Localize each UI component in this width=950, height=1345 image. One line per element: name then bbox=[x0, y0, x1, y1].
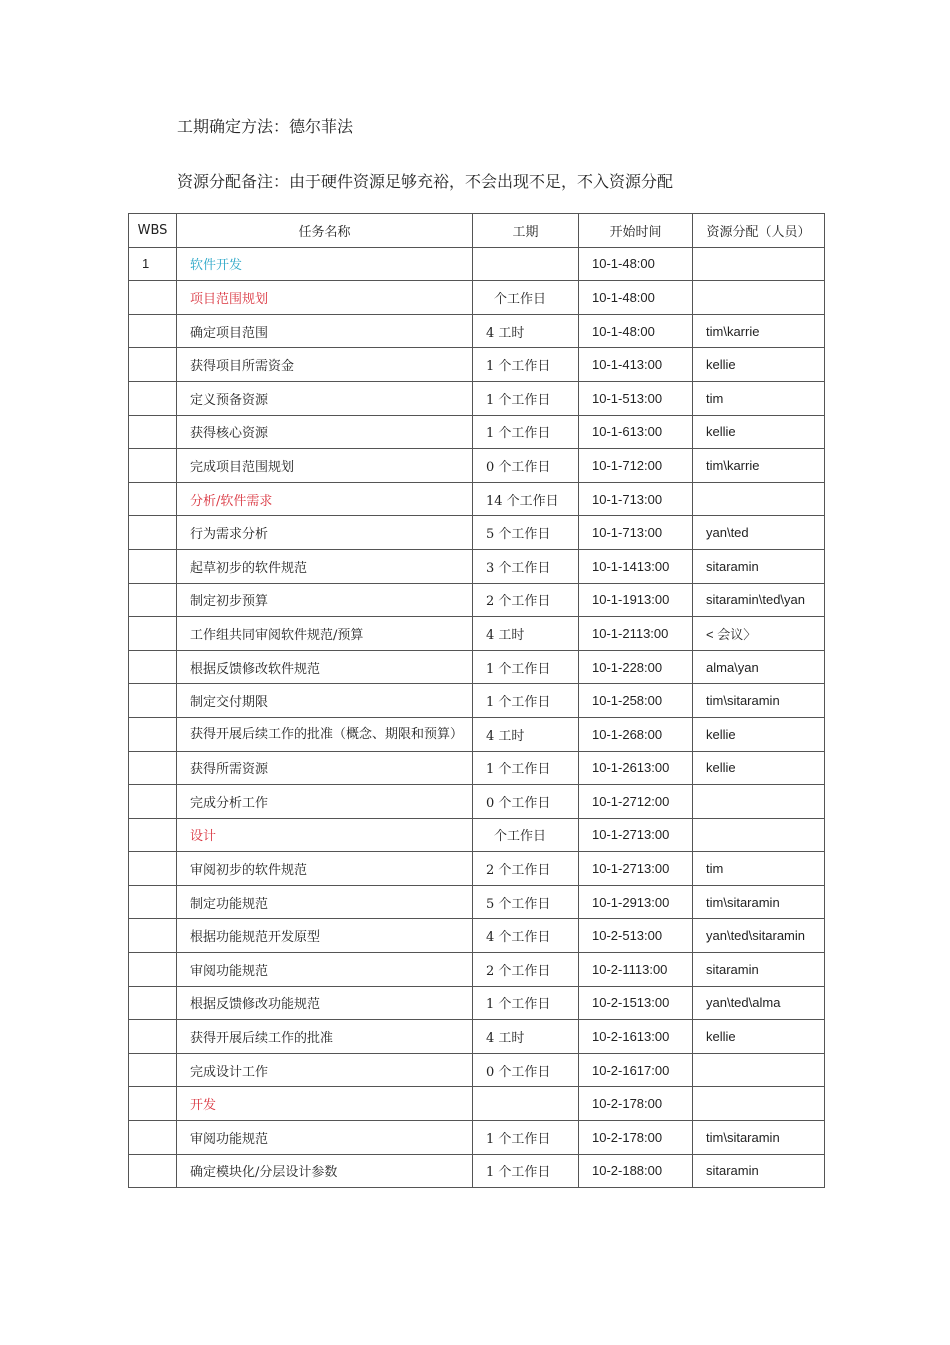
task-name-cell: 制定初步预算 bbox=[177, 583, 473, 617]
start-time-cell: 10-1-1913:00 bbox=[579, 583, 693, 617]
resource-cell bbox=[693, 785, 825, 819]
start-time-cell: 10-1-413:00 bbox=[579, 348, 693, 382]
resource-cell bbox=[693, 1053, 825, 1087]
start-time-cell: 10-1-513:00 bbox=[579, 381, 693, 415]
resource-cell bbox=[693, 1087, 825, 1121]
table-row bbox=[129, 482, 825, 516]
resource-cell: tim\karrie bbox=[693, 449, 825, 483]
table-row bbox=[129, 549, 825, 583]
start-time-cell: 10-1-2712:00 bbox=[579, 785, 693, 819]
resource-cell: sitaramin\ted\yan bbox=[693, 583, 825, 617]
resource-cell: tim bbox=[693, 852, 825, 886]
wbs-cell bbox=[129, 482, 177, 516]
duration-cell: 1 个工作日 bbox=[473, 348, 579, 382]
table-row bbox=[129, 717, 825, 751]
table-row bbox=[129, 684, 825, 718]
task-name-cell: 根据反馈修改功能规范 bbox=[177, 986, 473, 1020]
table-row bbox=[129, 1087, 825, 1121]
wbs-cell bbox=[129, 449, 177, 483]
duration-cell: 2 个工作日 bbox=[473, 953, 579, 987]
start-time-cell: 10-1-48:00 bbox=[579, 281, 693, 315]
start-time-cell: 10-2-188:00 bbox=[579, 1154, 693, 1188]
duration-cell: 4 工时 bbox=[473, 717, 579, 751]
duration-cell: 4 工时 bbox=[473, 1020, 579, 1054]
task-name-cell: 根据反馈修改软件规范 bbox=[177, 650, 473, 684]
task-name-cell: 获得开展后续工作的批准 bbox=[177, 1020, 473, 1054]
start-time-cell: 10-1-258:00 bbox=[579, 684, 693, 718]
duration-cell: 4 工时 bbox=[473, 617, 579, 651]
task-name-cell: 设计 bbox=[177, 818, 473, 852]
table-row bbox=[129, 785, 825, 819]
wbs-cell bbox=[129, 852, 177, 886]
start-time-cell: 10-2-1113:00 bbox=[579, 953, 693, 987]
table-row bbox=[129, 852, 825, 886]
wbs-cell bbox=[129, 751, 177, 785]
duration-cell: 个工作日 bbox=[473, 818, 579, 852]
table-row bbox=[129, 751, 825, 785]
table-row bbox=[129, 449, 825, 483]
task-name-cell: 审阅功能规范 bbox=[177, 953, 473, 987]
resource-cell: yan\ted bbox=[693, 516, 825, 550]
start-time-cell: 10-1-48:00 bbox=[579, 314, 693, 348]
wbs-cell bbox=[129, 583, 177, 617]
start-time-cell: 10-2-513:00 bbox=[579, 919, 693, 953]
table-row bbox=[129, 516, 825, 550]
task-name-cell: 获得项目所需资金 bbox=[177, 348, 473, 382]
task-name-cell: 审阅功能规范 bbox=[177, 1121, 473, 1155]
wbs-cell bbox=[129, 986, 177, 1020]
duration-cell: 4 个工作日 bbox=[473, 919, 579, 953]
header-duration: 工期 bbox=[473, 214, 579, 248]
resource-cell: tim\karrie bbox=[693, 314, 825, 348]
wbs-cell bbox=[129, 717, 177, 751]
table-row bbox=[129, 1020, 825, 1054]
wbs-cell bbox=[129, 314, 177, 348]
duration-cell: 1 个工作日 bbox=[473, 986, 579, 1020]
start-time-cell: 10-2-1613:00 bbox=[579, 1020, 693, 1054]
wbs-table bbox=[128, 213, 825, 1188]
wbs-cell bbox=[129, 785, 177, 819]
header-task-name: 任务名称 bbox=[177, 214, 473, 248]
wbs-cell bbox=[129, 1087, 177, 1121]
table-row bbox=[129, 1121, 825, 1155]
resource-cell bbox=[693, 482, 825, 516]
resource-cell bbox=[693, 818, 825, 852]
duration-cell: 0 个工作日 bbox=[473, 449, 579, 483]
task-name-cell: 开发 bbox=[177, 1087, 473, 1121]
task-name-cell: 软件开发 bbox=[177, 247, 473, 281]
task-name-cell: 确定项目范围 bbox=[177, 314, 473, 348]
start-time-cell: 10-1-2713:00 bbox=[579, 852, 693, 886]
task-name-cell: 完成项目范围规划 bbox=[177, 449, 473, 483]
table-row bbox=[129, 919, 825, 953]
task-name-cell: 制定功能规范 bbox=[177, 885, 473, 919]
duration-cell: 1 个工作日 bbox=[473, 1121, 579, 1155]
duration-cell bbox=[473, 1087, 579, 1121]
start-time-cell: 10-2-1513:00 bbox=[579, 986, 693, 1020]
table-row bbox=[129, 1154, 825, 1188]
wbs-cell bbox=[129, 617, 177, 651]
resource-cell: yan\ted\alma bbox=[693, 986, 825, 1020]
task-name-cell: 获得所需资源 bbox=[177, 751, 473, 785]
wbs-cell bbox=[129, 516, 177, 550]
start-time-cell: 10-1-2613:00 bbox=[579, 751, 693, 785]
table-row bbox=[129, 348, 825, 382]
resource-cell: tim\sitaramin bbox=[693, 684, 825, 718]
resource-cell: kellie bbox=[693, 348, 825, 382]
duration-cell: 2 个工作日 bbox=[473, 583, 579, 617]
task-name-cell: 根据功能规范开发原型 bbox=[177, 919, 473, 953]
table-row bbox=[129, 314, 825, 348]
table-row bbox=[129, 818, 825, 852]
duration-cell: 5 个工作日 bbox=[473, 885, 579, 919]
header-resource: 资源分配（人员） bbox=[693, 214, 825, 248]
resource-cell: sitaramin bbox=[693, 549, 825, 583]
wbs-cell: 1 bbox=[129, 247, 177, 281]
start-time-cell: 10-1-713:00 bbox=[579, 482, 693, 516]
start-time-cell: 10-2-1617:00 bbox=[579, 1053, 693, 1087]
resource-cell: sitaramin bbox=[693, 953, 825, 987]
start-time-cell: 10-1-2713:00 bbox=[579, 818, 693, 852]
wbs-cell bbox=[129, 650, 177, 684]
header-start-time: 开始时间 bbox=[579, 214, 693, 248]
wbs-cell bbox=[129, 281, 177, 315]
duration-cell: 个工作日 bbox=[473, 281, 579, 315]
start-time-cell: 10-1-613:00 bbox=[579, 415, 693, 449]
duration-cell: 1 个工作日 bbox=[473, 684, 579, 718]
table-body bbox=[129, 247, 825, 1188]
task-name-cell: 项目范围规划 bbox=[177, 281, 473, 315]
resource-cell bbox=[693, 281, 825, 315]
table-row bbox=[129, 617, 825, 651]
task-name-cell: 分析/软件需求 bbox=[177, 482, 473, 516]
start-time-cell: 10-1-1413:00 bbox=[579, 549, 693, 583]
wbs-cell bbox=[129, 1121, 177, 1155]
start-time-cell: 10-1-713:00 bbox=[579, 516, 693, 550]
resource-cell: alma\yan bbox=[693, 650, 825, 684]
resource-cell: < 会议〉 bbox=[693, 617, 825, 651]
start-time-cell: 10-1-2913:00 bbox=[579, 885, 693, 919]
task-name-cell: 制定交付期限 bbox=[177, 684, 473, 718]
wbs-cell bbox=[129, 1154, 177, 1188]
resource-cell: kellie bbox=[693, 415, 825, 449]
resource-allocation-note: 资源分配备注：由于硬件资源足够充裕，不会出现不足，不入资源分配 bbox=[177, 172, 674, 191]
task-name-cell: 审阅初步的软件规范 bbox=[177, 852, 473, 886]
resource-cell: kellie bbox=[693, 1020, 825, 1054]
start-time-cell: 10-1-48:00 bbox=[579, 247, 693, 281]
resource-cell: yan\ted\sitaramin bbox=[693, 919, 825, 953]
wbs-cell bbox=[129, 953, 177, 987]
duration-cell: 1 个工作日 bbox=[473, 381, 579, 415]
wbs-cell bbox=[129, 1020, 177, 1054]
duration-cell: 0 个工作日 bbox=[473, 785, 579, 819]
start-time-cell: 10-1-2113:00 bbox=[579, 617, 693, 651]
start-time-cell: 10-2-178:00 bbox=[579, 1121, 693, 1155]
duration-cell bbox=[473, 247, 579, 281]
wbs-cell bbox=[129, 381, 177, 415]
duration-cell: 1 个工作日 bbox=[473, 415, 579, 449]
header-wbs: WBS bbox=[129, 214, 177, 248]
wbs-cell bbox=[129, 684, 177, 718]
task-name-cell: 确定模块化/分层设计参数 bbox=[177, 1154, 473, 1188]
table-row bbox=[129, 953, 825, 987]
start-time-cell: 10-1-712:00 bbox=[579, 449, 693, 483]
duration-cell: 14 个工作日 bbox=[473, 482, 579, 516]
table-row bbox=[129, 986, 825, 1020]
table-row bbox=[129, 415, 825, 449]
table-row bbox=[129, 247, 825, 281]
duration-cell: 5 个工作日 bbox=[473, 516, 579, 550]
duration-cell: 1 个工作日 bbox=[473, 1154, 579, 1188]
wbs-cell bbox=[129, 1053, 177, 1087]
task-name-cell: 行为需求分析 bbox=[177, 516, 473, 550]
wbs-cell bbox=[129, 818, 177, 852]
task-name-cell: 定义预备资源 bbox=[177, 381, 473, 415]
task-name-cell: 起草初步的软件规范 bbox=[177, 549, 473, 583]
resource-cell: tim\sitaramin bbox=[693, 1121, 825, 1155]
start-time-cell: 10-1-228:00 bbox=[579, 650, 693, 684]
wbs-cell bbox=[129, 549, 177, 583]
table-row bbox=[129, 381, 825, 415]
table-row bbox=[129, 885, 825, 919]
start-time-cell: 10-2-178:00 bbox=[579, 1087, 693, 1121]
resource-cell: tim\sitaramin bbox=[693, 885, 825, 919]
wbs-cell bbox=[129, 885, 177, 919]
start-time-cell: 10-1-268:00 bbox=[579, 717, 693, 751]
table-header-row bbox=[129, 214, 825, 248]
resource-cell: sitaramin bbox=[693, 1154, 825, 1188]
resource-cell bbox=[693, 247, 825, 281]
wbs-cell bbox=[129, 348, 177, 382]
duration-cell: 4 工时 bbox=[473, 314, 579, 348]
duration-cell: 1 个工作日 bbox=[473, 650, 579, 684]
table-row bbox=[129, 281, 825, 315]
duration-method-note: 工期确定方法：德尔菲法 bbox=[177, 117, 354, 136]
duration-cell: 3 个工作日 bbox=[473, 549, 579, 583]
task-name-cell: 完成设计工作 bbox=[177, 1053, 473, 1087]
wbs-cell bbox=[129, 919, 177, 953]
duration-cell: 1 个工作日 bbox=[473, 751, 579, 785]
resource-cell: tim bbox=[693, 381, 825, 415]
task-name-cell: 完成分析工作 bbox=[177, 785, 473, 819]
task-name-cell: 获得开展后续工作的批准（概念、期限和预算） bbox=[177, 717, 473, 751]
duration-cell: 2 个工作日 bbox=[473, 852, 579, 886]
task-name-cell: 获得核心资源 bbox=[177, 415, 473, 449]
duration-cell: 0 个工作日 bbox=[473, 1053, 579, 1087]
table-row bbox=[129, 650, 825, 684]
wbs-cell bbox=[129, 415, 177, 449]
table-row bbox=[129, 583, 825, 617]
resource-cell: kellie bbox=[693, 717, 825, 751]
table-row bbox=[129, 1053, 825, 1087]
task-name-cell: 工作组共同审阅软件规范/预算 bbox=[177, 617, 473, 651]
resource-cell: kellie bbox=[693, 751, 825, 785]
